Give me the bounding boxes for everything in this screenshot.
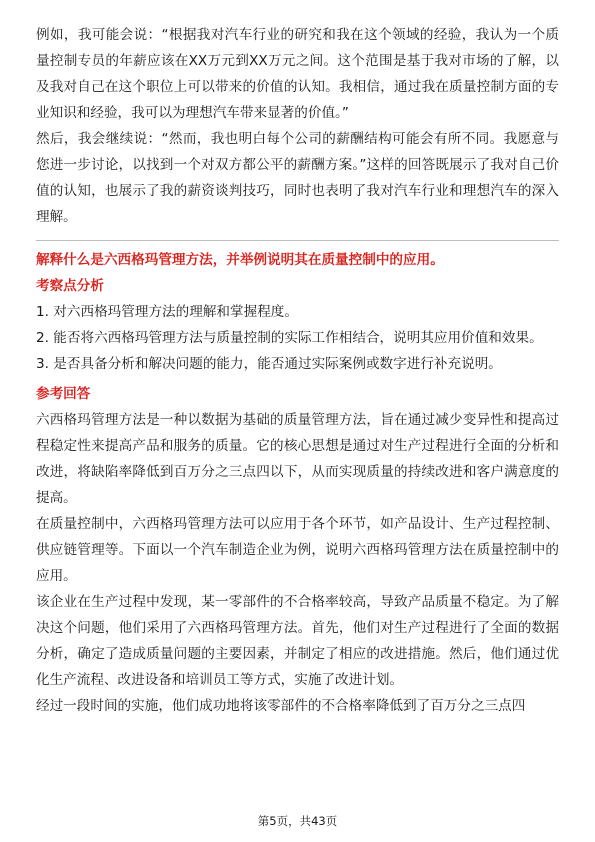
document-page (36, 22, 559, 719)
answer-paragraph-2: 在质量控制中，六西格玛管理方法可以应用于各个环节，如产品设计、生产过程控制、供应链管理等。下面以一个汽车制造企业为例，说明六西格玛管理方法在质量控制中的应用。 (36, 516, 559, 584)
answer-paragraph-3: 该企业在生产过程中发现，某一零部件的不合格率较高，导致产品质量不稳定。为了解决这个问题，他们采用了六西格玛管理方法。首先，他们对生产过程进行了全面的数据分析，确定了造成质量问题的主要因素，并制定了相应的改进措施。然后，他们通过优化生产流程、改进设备和培训员工等方式，实施了改进计划。 (36, 594, 559, 688)
answer-paragraph-1: 六西格玛管理方法是一种以数据为基础的质量管理方法，旨在通过减少变异性和提高过程稳定性来提高产品和服务的质量。它的核心思想是通过对生产过程进行全面的分析和改进，将缺陷率降低到百万分之三点四以下，从而实现质量的持续改进和客户满意度的提高。 (36, 412, 559, 506)
analysis-item-2: 2. 能否将六西格玛管理方法与质量控制的实际工作相结合，说明其应用价值和效果。 (36, 330, 543, 346)
answer-heading: 参考回答 (36, 386, 91, 402)
answer-paragraph-4: 经过一段时间的实施，他们成功地将该零部件的不合格率降低到了百万分之三点四 (36, 698, 526, 714)
intro-paragraph-1: 例如，我可能会说：“根据我对汽车行业的研究和我在这个领域的经验，我认为一个质量控制专员的年薪应该在XX万元到XX万元之间。这个范围是基于我对市场的了解，以及我对自己在这个职位上可以带来的价值的认知。我相信，通过我在质量控制方面的专业知识和经验，我可以为理想汽车带来显著的价值。” (36, 27, 559, 121)
page-footer: 第5页，共43页 (257, 814, 338, 828)
analysis-heading: 考察点分析 (36, 278, 104, 294)
question-title: 解释什么是六西格玛管理方法，并举例说明其在质量控制中的应用。 (36, 252, 444, 268)
section-divider (36, 240, 559, 241)
analysis-item-3: 3. 是否具备分析和解决问题的能力，能否通过实际案例或数字进行补充说明。 (36, 356, 502, 372)
intro-paragraph-2: 然后，我会继续说：“然而，我也明白每个公司的薪酬结构可能会有所不同。我愿意与您进一步讨论，以找到一个对双方都公平的薪酬方案。”这样的回答既展示了我对自己价值的认知，也展示了我的薪资谈判技巧，同时也表明了我对汽车行业和理想汽车的深入理解。 (36, 131, 559, 225)
analysis-item-1: 1. 对六西格玛管理方法的理解和掌握程度。 (36, 304, 298, 320)
